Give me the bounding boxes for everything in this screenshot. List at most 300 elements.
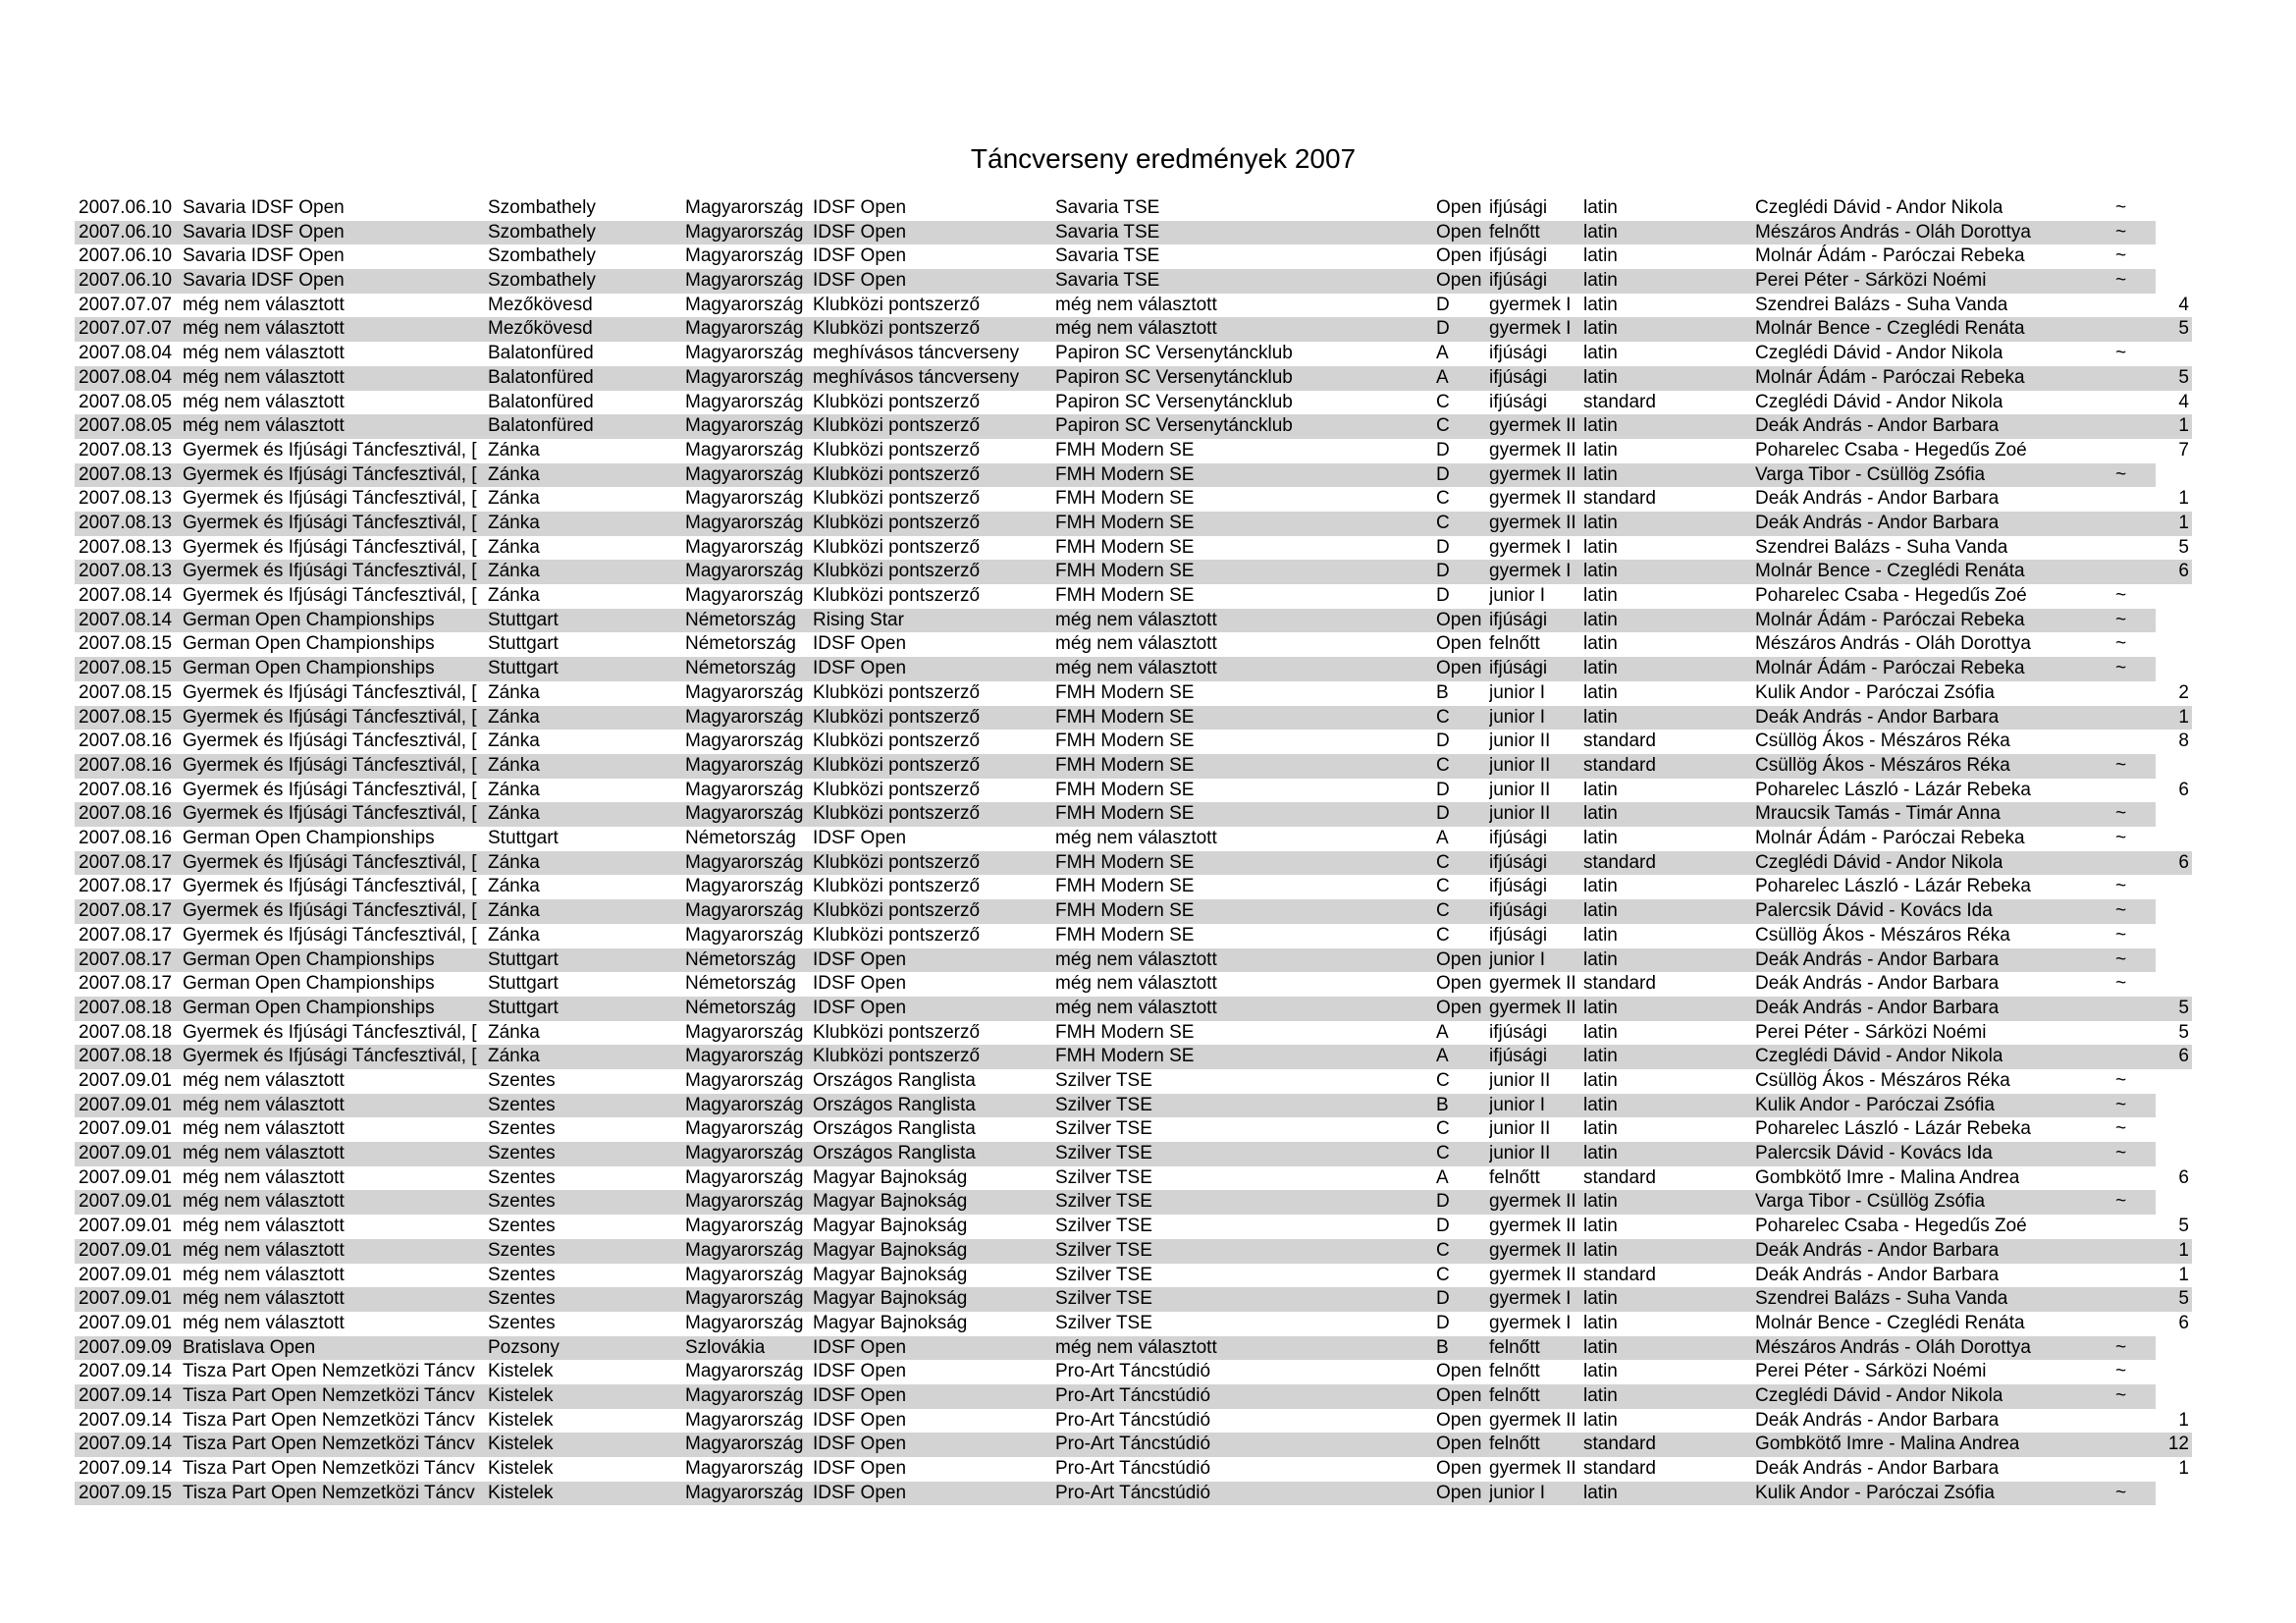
cell-result: 5 <box>2156 1287 2192 1312</box>
cell-couple: Poharelec Csaba - Hegedűs Zoé <box>1755 439 2027 460</box>
cell-country: Magyarország <box>685 1409 804 1431</box>
cell-couple: Czeglédi Dávid - Andor Nikola <box>1755 197 2003 218</box>
cell-competition: még nem választott <box>183 343 345 364</box>
cell-organizer: FMH Modern SE <box>1055 439 1195 460</box>
cell-competition_type: Klubközi pontszerző <box>813 681 981 703</box>
cell-country: Magyarország <box>685 221 804 243</box>
cell-competition_type: Országos Ranglista <box>813 1118 976 1140</box>
cell-style: latin <box>1583 1288 1618 1310</box>
cell-organizer: FMH Modern SE <box>1055 1046 1195 1067</box>
cell-organizer: FMH Modern SE <box>1055 779 1195 800</box>
cell-style: latin <box>1583 681 1618 703</box>
cell-class: D <box>1436 318 1450 340</box>
cell-city: Szombathely <box>488 245 596 267</box>
cell-competition: Gyermek és Ifjúsági Táncfesztivál, [ <box>183 779 477 800</box>
cell-competition_type: Magyar Bajnokság <box>813 1191 968 1213</box>
cell-date: 2007.09.14 <box>79 1458 173 1480</box>
cell-country: Magyarország <box>685 463 804 485</box>
cell-country: Magyarország <box>685 318 804 340</box>
cell-competition: Gyermek és Ifjúsági Táncfesztivál, [ <box>183 681 477 703</box>
cell-class: D <box>1436 779 1450 800</box>
cell-organizer: Szilver TSE <box>1055 1166 1152 1188</box>
cell-date: 2007.09.01 <box>79 1216 173 1237</box>
cell-organizer: FMH Modern SE <box>1055 488 1195 510</box>
cell-couple: Deák András - Andor Barbara <box>1755 1458 2000 1480</box>
cell-couple: Deák András - Andor Barbara <box>1755 415 2000 437</box>
cell-couple: Deák András - Andor Barbara <box>1755 488 2000 510</box>
table-row <box>75 730 2189 754</box>
cell-city: Szentes <box>488 1118 556 1140</box>
cell-country: Magyarország <box>685 681 804 703</box>
cell-organizer: Papiron SC Versenytáncklub <box>1055 343 1293 364</box>
cell-style: latin <box>1583 706 1618 728</box>
cell-result: 6 <box>2178 1312 2189 1333</box>
cell-style: latin <box>1583 561 1618 582</box>
cell-city: Szentes <box>488 1191 556 1213</box>
cell-city: Mezőkövesd <box>488 318 593 340</box>
cell-date: 2007.09.01 <box>79 1069 173 1091</box>
cell-competition_type: Klubközi pontszerző <box>813 730 981 752</box>
cell-couple: Czeglédi Dávid - Andor Nikola <box>1755 343 2003 364</box>
cell-date: 2007.08.15 <box>79 706 173 728</box>
cell-style: latin <box>1583 658 1618 679</box>
cell-date: 2007.08.16 <box>79 803 173 825</box>
cell-date: 2007.06.10 <box>79 197 173 218</box>
cell-competition: German Open Championships <box>183 997 435 1018</box>
cell-organizer: Pro-Art Táncstúdió <box>1055 1434 1211 1455</box>
cell-couple: Czeglédi Dávid - Andor Nikola <box>1755 851 2003 873</box>
cell-style: latin <box>1583 366 1618 388</box>
cell-city: Szentes <box>488 1166 556 1188</box>
cell-result: ~ <box>2115 270 2127 292</box>
cell-class: Open <box>1436 1458 1482 1480</box>
cell-organizer: FMH Modern SE <box>1055 536 1195 558</box>
cell-city: Balatonfüred <box>488 343 594 364</box>
cell-class: D <box>1436 439 1450 460</box>
cell-organizer: FMH Modern SE <box>1055 585 1195 607</box>
cell-age_group: ifjúsági <box>1489 270 1548 292</box>
cell-competition: Tisza Part Open Nemzetközi Táncv <box>183 1385 475 1406</box>
cell-class: C <box>1436 391 1450 412</box>
cell-country: Magyarország <box>685 1458 804 1480</box>
cell-style: latin <box>1583 463 1618 485</box>
cell-class: Open <box>1436 973 1482 995</box>
cell-date: 2007.08.13 <box>79 488 173 510</box>
cell-competition_type: Klubközi pontszerző <box>813 463 981 485</box>
cell-result: ~ <box>2115 754 2127 776</box>
cell-style: latin <box>1583 513 1618 534</box>
cell-competition: még nem választott <box>183 1143 345 1164</box>
cell-class: Open <box>1436 997 1482 1018</box>
cell-competition: Gyermek és Ifjúsági Táncfesztivál, [ <box>183 803 477 825</box>
cell-country: Magyarország <box>685 803 804 825</box>
cell-style: latin <box>1583 828 1618 849</box>
cell-couple: Poharelec László - Lázár Rebeka <box>1755 779 2031 800</box>
cell-class: D <box>1436 561 1450 582</box>
cell-competition: Tisza Part Open Nemzetközi Táncv <box>183 1458 475 1480</box>
cell-competition_type: Országos Ranglista <box>813 1094 976 1115</box>
cell-date: 2007.08.18 <box>79 1021 173 1043</box>
cell-result: 1 <box>2156 512 2192 536</box>
cell-date: 2007.09.14 <box>79 1385 173 1406</box>
cell-class: C <box>1436 1069 1450 1091</box>
cell-age_group: felnőtt <box>1489 1434 1540 1455</box>
cell-competition: Savaria IDSF Open <box>183 197 345 218</box>
cell-competition_type: IDSF Open <box>813 245 907 267</box>
cell-couple: Czeglédi Dávid - Andor Nikola <box>1755 391 2003 412</box>
cell-couple: Csüllög Ákos - Mészáros Réka <box>1755 730 2010 752</box>
cell-class: C <box>1436 706 1450 728</box>
cell-organizer: Pro-Art Táncstúdió <box>1055 1482 1211 1503</box>
cell-class: D <box>1436 463 1450 485</box>
cell-competition_type: IDSF Open <box>813 1385 907 1406</box>
cell-age_group: gyermek II <box>1489 1239 1576 1261</box>
cell-couple: Poharelec László - Lázár Rebeka <box>1755 876 2031 897</box>
table-row <box>75 1457 2189 1482</box>
cell-country: Magyarország <box>685 1118 804 1140</box>
cell-country: Magyarország <box>685 924 804 946</box>
cell-competition_type: IDSF Open <box>813 1336 907 1358</box>
cell-competition_type: Klubközi pontszerző <box>813 876 981 897</box>
table-row <box>75 1142 2156 1166</box>
cell-couple: Deák András - Andor Barbara <box>1755 973 2000 995</box>
cell-age_group: gyermek II <box>1489 439 1576 460</box>
cell-country: Németország <box>685 828 796 849</box>
cell-country: Magyarország <box>685 561 804 582</box>
cell-country: Magyarország <box>685 1434 804 1455</box>
cell-class: C <box>1436 876 1450 897</box>
cell-result: ~ <box>2115 343 2127 364</box>
cell-couple: Szendrei Balázs - Suha Vanda <box>1755 1288 2008 1310</box>
cell-class: A <box>1436 1046 1449 1067</box>
cell-competition: German Open Championships <box>183 609 435 630</box>
cell-city: Zánka <box>488 754 540 776</box>
cell-couple: Molnár Bence - Czeglédi Renáta <box>1755 1312 2025 1333</box>
cell-class: D <box>1436 1216 1450 1237</box>
cell-style: latin <box>1583 1143 1618 1164</box>
cell-organizer: Szilver TSE <box>1055 1143 1152 1164</box>
cell-date: 2007.08.16 <box>79 779 173 800</box>
cell-result: ~ <box>2115 609 2127 630</box>
cell-competition_type: IDSF Open <box>813 633 907 655</box>
cell-competition: Gyermek és Ifjúsági Táncfesztivál, [ <box>183 924 477 946</box>
cell-country: Magyarország <box>685 391 804 412</box>
cell-date: 2007.08.04 <box>79 366 173 388</box>
cell-result: 5 <box>2178 536 2189 558</box>
table-row <box>75 706 2189 730</box>
cell-style: latin <box>1583 294 1618 315</box>
cell-city: Stuttgart <box>488 997 559 1018</box>
page-title: Táncverseny eredmények 2007 <box>970 143 1357 174</box>
cell-age_group: felnőtt <box>1489 1361 1540 1382</box>
cell-city: Kistelek <box>488 1361 554 1382</box>
cell-competition_type: meghívásos táncverseny <box>813 366 1020 388</box>
cell-date: 2007.08.15 <box>79 681 173 703</box>
cell-competition: még nem választott <box>183 1166 345 1188</box>
cell-style: latin <box>1583 1216 1618 1237</box>
cell-competition_type: Klubközi pontszerző <box>813 779 981 800</box>
cell-competition_type: Országos Ranglista <box>813 1069 976 1091</box>
cell-city: Zánka <box>488 585 540 607</box>
cell-city: Pozsony <box>488 1336 560 1358</box>
cell-city: Stuttgart <box>488 609 559 630</box>
cell-city: Zánka <box>488 900 540 922</box>
cell-class: C <box>1436 754 1450 776</box>
cell-competition: German Open Championships <box>183 973 435 995</box>
cell-organizer: még nem választott <box>1055 948 1217 970</box>
cell-age_group: ifjúsági <box>1489 1021 1548 1043</box>
cell-result: ~ <box>2115 245 2127 267</box>
cell-age_group: gyermek I <box>1489 1288 1572 1310</box>
cell-city: Stuttgart <box>488 948 559 970</box>
cell-age_group: ifjúsági <box>1489 900 1548 922</box>
cell-style: standard <box>1583 754 1656 776</box>
cell-age_group: felnőtt <box>1489 633 1540 655</box>
cell-country: Magyarország <box>685 1191 804 1213</box>
cell-age_group: gyermek II <box>1489 488 1576 510</box>
cell-class: C <box>1436 851 1450 873</box>
cell-age_group: junior I <box>1489 948 1546 970</box>
cell-organizer: még nem választott <box>1055 633 1217 655</box>
cell-couple: Deák András - Andor Barbara <box>1755 1239 2000 1261</box>
cell-competition_type: IDSF Open <box>813 1361 907 1382</box>
cell-competition: Gyermek és Ifjúsági Táncfesztivál, [ <box>183 900 477 922</box>
cell-result: ~ <box>2115 876 2127 897</box>
cell-organizer: FMH Modern SE <box>1055 681 1195 703</box>
cell-city: Szombathely <box>488 221 596 243</box>
table-row <box>75 1094 2156 1118</box>
cell-date: 2007.09.01 <box>79 1166 173 1188</box>
cell-result: 1 <box>2178 1264 2189 1285</box>
table-row <box>75 1433 2189 1457</box>
cell-country: Magyarország <box>685 1361 804 1382</box>
cell-competition_type: meghívásos táncverseny <box>813 343 1020 364</box>
cell-result: ~ <box>2115 221 2127 243</box>
cell-competition_type: IDSF Open <box>813 1434 907 1455</box>
cell-organizer: még nem választott <box>1055 609 1217 630</box>
cell-organizer: Szilver TSE <box>1055 1312 1152 1333</box>
cell-couple: Molnár Ádám - Paróczai Rebeka <box>1755 609 2025 630</box>
cell-organizer: Papiron SC Versenytáncklub <box>1055 366 1293 388</box>
cell-country: Magyarország <box>685 343 804 364</box>
cell-competition: Gyermek és Ifjúsági Táncfesztivál, [ <box>183 536 477 558</box>
cell-competition: még nem választott <box>183 1094 345 1115</box>
cell-age_group: gyermek II <box>1489 1458 1576 1480</box>
cell-organizer: Pro-Art Táncstúdió <box>1055 1385 1211 1406</box>
cell-class: A <box>1436 366 1449 388</box>
cell-competition: még nem választott <box>183 1312 345 1333</box>
cell-competition: Bratislava Open <box>183 1336 316 1358</box>
cell-country: Magyarország <box>685 900 804 922</box>
table-row <box>75 779 2189 803</box>
cell-competition: Gyermek és Ifjúsági Táncfesztivál, [ <box>183 851 477 873</box>
cell-country: Magyarország <box>685 754 804 776</box>
cell-couple: Mészáros András - Oláh Dorottya <box>1755 633 2031 655</box>
cell-country: Németország <box>685 997 796 1018</box>
cell-organizer: még nem választott <box>1055 828 1217 849</box>
cell-result: ~ <box>2115 924 2127 946</box>
cell-competition_type: Klubközi pontszerző <box>813 561 981 582</box>
cell-date: 2007.08.04 <box>79 343 173 364</box>
cell-couple: Csüllög Ákos - Mészáros Réka <box>1755 754 2010 776</box>
cell-city: Kistelek <box>488 1385 554 1406</box>
cell-competition: még nem választott <box>183 1264 345 1285</box>
cell-class: Open <box>1436 221 1482 243</box>
table-row <box>75 1239 2189 1264</box>
table-row <box>75 536 2189 561</box>
cell-result: ~ <box>2115 973 2127 995</box>
table-row <box>75 1215 2189 1239</box>
cell-country: Magyarország <box>685 1288 804 1310</box>
cell-organizer: még nem választott <box>1055 318 1217 340</box>
cell-competition: Gyermek és Ifjúsági Táncfesztivál, [ <box>183 463 477 485</box>
cell-date: 2007.08.13 <box>79 439 173 460</box>
table-row <box>75 754 2156 779</box>
cell-class: C <box>1436 1239 1450 1261</box>
cell-competition_type: IDSF Open <box>813 197 907 218</box>
table-row <box>75 1287 2189 1312</box>
cell-competition_type: Magyar Bajnokság <box>813 1264 968 1285</box>
cell-competition: Gyermek és Ifjúsági Táncfesztivál, [ <box>183 561 477 582</box>
table-row <box>75 366 2189 391</box>
cell-country: Magyarország <box>685 876 804 897</box>
cell-organizer: Pro-Art Táncstúdió <box>1055 1458 1211 1480</box>
table-row <box>75 1312 2189 1336</box>
table-row <box>75 1409 2189 1434</box>
cell-result: 7 <box>2178 439 2189 460</box>
cell-date: 2007.09.01 <box>79 1288 173 1310</box>
cell-class: Open <box>1436 658 1482 679</box>
cell-country: Magyarország <box>685 536 804 558</box>
cell-age_group: felnőtt <box>1489 1385 1540 1406</box>
cell-city: Stuttgart <box>488 658 559 679</box>
cell-date: 2007.08.14 <box>79 609 173 630</box>
cell-result: 4 <box>2178 391 2189 412</box>
results-table <box>75 196 2195 1508</box>
table-row <box>75 1021 2189 1046</box>
cell-result: ~ <box>2115 803 2127 825</box>
cell-competition_type: Klubközi pontszerző <box>813 439 981 460</box>
cell-city: Szombathely <box>488 270 596 292</box>
cell-result: 6 <box>2156 1045 2192 1069</box>
cell-result: ~ <box>2115 463 2127 485</box>
cell-class: C <box>1436 1143 1450 1164</box>
cell-organizer: még nem választott <box>1055 294 1217 315</box>
cell-age_group: gyermek I <box>1489 561 1572 582</box>
cell-city: Zánka <box>488 488 540 510</box>
cell-class: Open <box>1436 609 1482 630</box>
cell-city: Stuttgart <box>488 633 559 655</box>
cell-age_group: gyermek I <box>1489 1312 1572 1333</box>
cell-competition: még nem választott <box>183 1069 345 1091</box>
cell-date: 2007.08.17 <box>79 973 173 995</box>
cell-date: 2007.07.07 <box>79 294 173 315</box>
cell-competition_type: IDSF Open <box>813 997 907 1018</box>
cell-organizer: Savaria TSE <box>1055 245 1160 267</box>
cell-age_group: gyermek II <box>1489 1191 1576 1213</box>
cell-competition_type: Rising Star <box>813 609 904 630</box>
cell-date: 2007.09.14 <box>79 1409 173 1431</box>
cell-city: Szentes <box>488 1069 556 1091</box>
cell-class: Open <box>1436 1409 1482 1431</box>
cell-couple: Deák András - Andor Barbara <box>1755 706 2000 728</box>
cell-organizer: FMH Modern SE <box>1055 924 1195 946</box>
table-row <box>75 439 2189 463</box>
cell-result: ~ <box>2115 1482 2127 1503</box>
cell-competition: Gyermek és Ifjúsági Táncfesztivál, [ <box>183 876 477 897</box>
cell-organizer: FMH Modern SE <box>1055 513 1195 534</box>
cell-couple: Perei Péter - Sárközi Noémi <box>1755 1361 1987 1382</box>
cell-class: D <box>1436 803 1450 825</box>
cell-age_group: gyermek II <box>1489 513 1576 534</box>
cell-competition: Gyermek és Ifjúsági Táncfesztivál, [ <box>183 439 477 460</box>
cell-result: 5 <box>2178 1021 2189 1043</box>
cell-date: 2007.09.09 <box>79 1336 173 1358</box>
cell-competition: Gyermek és Ifjúsági Táncfesztivál, [ <box>183 754 477 776</box>
cell-country: Magyarország <box>685 730 804 752</box>
cell-competition: Savaria IDSF Open <box>183 221 345 243</box>
cell-style: latin <box>1583 609 1618 630</box>
cell-city: Mezőkövesd <box>488 294 593 315</box>
cell-class: C <box>1436 900 1450 922</box>
cell-age_group: ifjúsági <box>1489 924 1548 946</box>
cell-date: 2007.08.17 <box>79 900 173 922</box>
cell-class: D <box>1436 730 1450 752</box>
cell-class: D <box>1436 1191 1450 1213</box>
cell-date: 2007.08.13 <box>79 513 173 534</box>
cell-country: Magyarország <box>685 1094 804 1115</box>
cell-result: ~ <box>2115 585 2127 607</box>
cell-age_group: ifjúsági <box>1489 197 1548 218</box>
cell-age_group: gyermek II <box>1489 415 1576 437</box>
cell-result: ~ <box>2115 1385 2127 1406</box>
cell-age_group: gyermek I <box>1489 294 1572 315</box>
cell-competition: Savaria IDSF Open <box>183 245 345 267</box>
cell-city: Szombathely <box>488 197 596 218</box>
cell-class: Open <box>1436 270 1482 292</box>
cell-date: 2007.09.14 <box>79 1434 173 1455</box>
cell-style: standard <box>1583 1166 1656 1188</box>
cell-date: 2007.09.01 <box>79 1143 173 1164</box>
cell-class: C <box>1436 513 1450 534</box>
table-row <box>75 657 2156 681</box>
cell-class: Open <box>1436 1482 1482 1503</box>
cell-competition_type: Klubközi pontszerző <box>813 1021 981 1043</box>
cell-couple: Poharelec László - Lázár Rebeka <box>1755 1118 2031 1140</box>
cell-age_group: ifjúsági <box>1489 851 1548 873</box>
cell-couple: Molnár Bence - Czeglédi Renáta <box>1755 561 2025 582</box>
cell-couple: Kulik Andor - Paróczai Zsófia <box>1755 681 1995 703</box>
table-row <box>75 342 2156 366</box>
cell-competition_type: IDSF Open <box>813 1409 907 1431</box>
cell-city: Zánka <box>488 561 540 582</box>
cell-date: 2007.08.18 <box>79 1046 173 1067</box>
cell-result: 1 <box>2156 414 2192 439</box>
cell-couple: Poharelec Csaba - Hegedűs Zoé <box>1755 585 2027 607</box>
cell-class: B <box>1436 681 1449 703</box>
cell-style: standard <box>1583 391 1656 412</box>
cell-class: Open <box>1436 1361 1482 1382</box>
cell-country: Magyarország <box>685 197 804 218</box>
cell-age_group: gyermek II <box>1489 973 1576 995</box>
cell-style: latin <box>1583 415 1618 437</box>
cell-result: 1 <box>2178 1409 2189 1431</box>
cell-country: Magyarország <box>685 779 804 800</box>
cell-competition: Gyermek és Ifjúsági Táncfesztivál, [ <box>183 513 477 534</box>
table-row <box>75 463 2156 488</box>
cell-country: Magyarország <box>685 1239 804 1261</box>
cell-country: Németország <box>685 609 796 630</box>
